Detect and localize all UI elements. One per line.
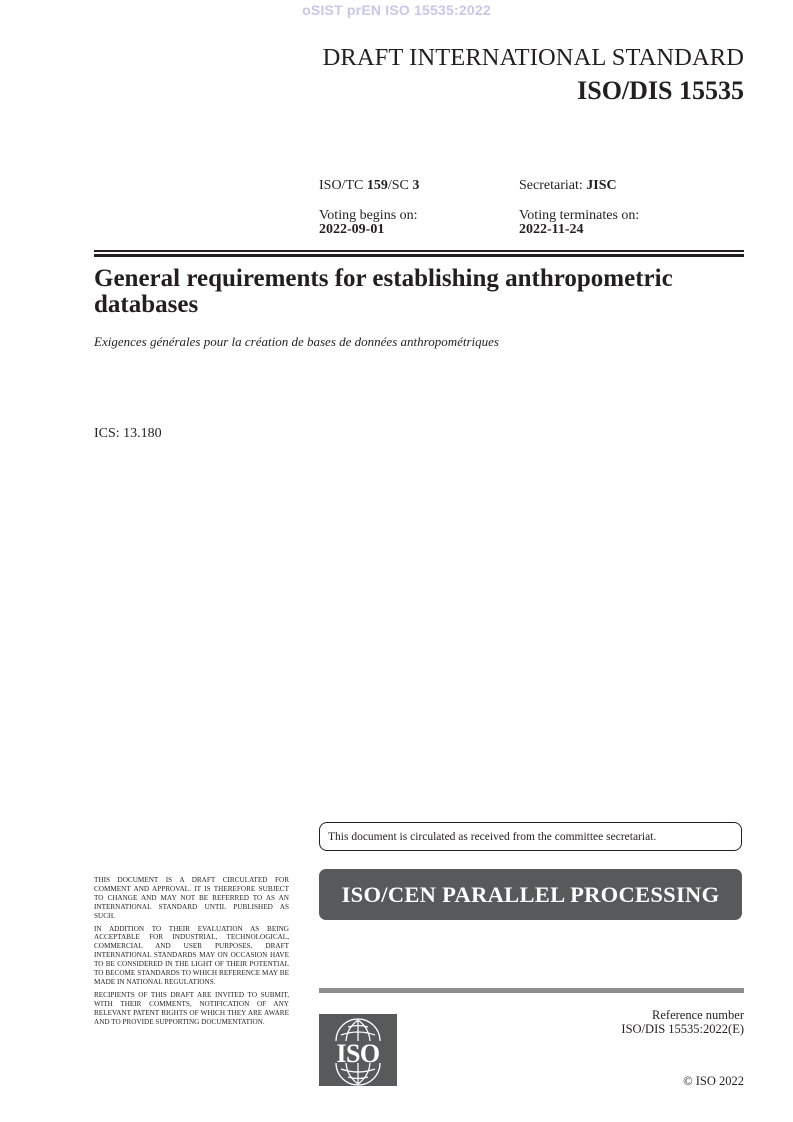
document-number: ISO/DIS 15535	[577, 76, 744, 105]
iso-logo	[319, 1014, 397, 1086]
draft-disclaimer	[94, 876, 289, 1031]
voting-terminates-date: 2022-11-24	[519, 222, 584, 237]
disclaimer-paragraph: RECIPIENTS OF THIS DRAFT ARE INVITED TO SUBMIT, WITH THEIR COMMENTS, NOTIFICATION OF ANY RELEVANT PATENT RIGHTS OF WHICH THEY ARE AWARE AND TO PROVIDE SUPPORTING DOCUMENTATION.	[94, 990, 289, 1026]
footer-divider	[319, 988, 744, 993]
document-title-french: Exigences générales pour la création de bases de données anthropométriques	[94, 334, 499, 349]
iso-globe-logo-icon	[319, 1014, 397, 1086]
parallel-processing-banner	[319, 869, 742, 920]
ics-code: ICS: 13.180	[94, 426, 162, 441]
secretariat	[519, 179, 617, 193]
voting-begins-date: 2022-09-01	[319, 222, 385, 237]
voting-terminates-label: Voting terminates on:	[519, 208, 640, 223]
watermark: oSIST prEN ISO 15535:2022	[302, 2, 491, 18]
iso-logo-text: ISO	[336, 1039, 380, 1068]
circulation-notice	[319, 822, 742, 851]
committee-tc: 159	[366, 178, 388, 193]
title-divider	[94, 250, 744, 257]
voting-begins-label: Voting begins on:	[319, 208, 418, 223]
circulation-notice-text: This document is circulated as received from the committee secretariat.	[328, 830, 657, 843]
document-type: DRAFT INTERNATIONAL STANDARD	[322, 44, 744, 71]
secretariat-value: JISC	[586, 178, 617, 193]
committee-sep: /SC	[387, 178, 413, 193]
parallel-processing-text: ISO/CEN PARALLEL PROCESSING	[341, 881, 720, 907]
reference-number-label: Reference number	[652, 1008, 744, 1022]
disclaimer-paragraph: THIS DOCUMENT IS A DRAFT CIRCULATED FOR COMMENT AND APPROVAL. IT IS THEREFORE SUBJECT TO CHANGE AND MAY NOT BE REFERRED TO AS AN INTERNATIONAL STANDARD UNTIL PUBLISHED AS SUCH.	[94, 876, 289, 920]
committee-prefix: ISO/TC	[319, 178, 367, 193]
copyright: © ISO 2022	[683, 1074, 744, 1088]
document-title: General requirements for establishing anthropometric databases	[94, 265, 673, 318]
secretariat-label: Secretariat:	[519, 178, 587, 193]
committee	[319, 179, 419, 193]
committee-sc: 3	[412, 178, 420, 193]
reference-number: ISO/DIS 15535:2022(E)	[621, 1022, 744, 1036]
disclaimer-paragraph: IN ADDITION TO THEIR EVALUATION AS BEING ACCEPTABLE FOR INDUSTRIAL, TECHNOLOGICAL, COMMERCIAL AND USER PURPOSES, DRAFT INTERNATIONAL STANDARDS MAY ON OCCASION HAVE TO BE CONSIDERED IN THE LIGHT OF THEIR POTENTIAL TO BECOME STANDARDS TO WHICH REFERENCE MAY BE MADE IN NATIONAL REGULATIONS.	[94, 924, 289, 986]
